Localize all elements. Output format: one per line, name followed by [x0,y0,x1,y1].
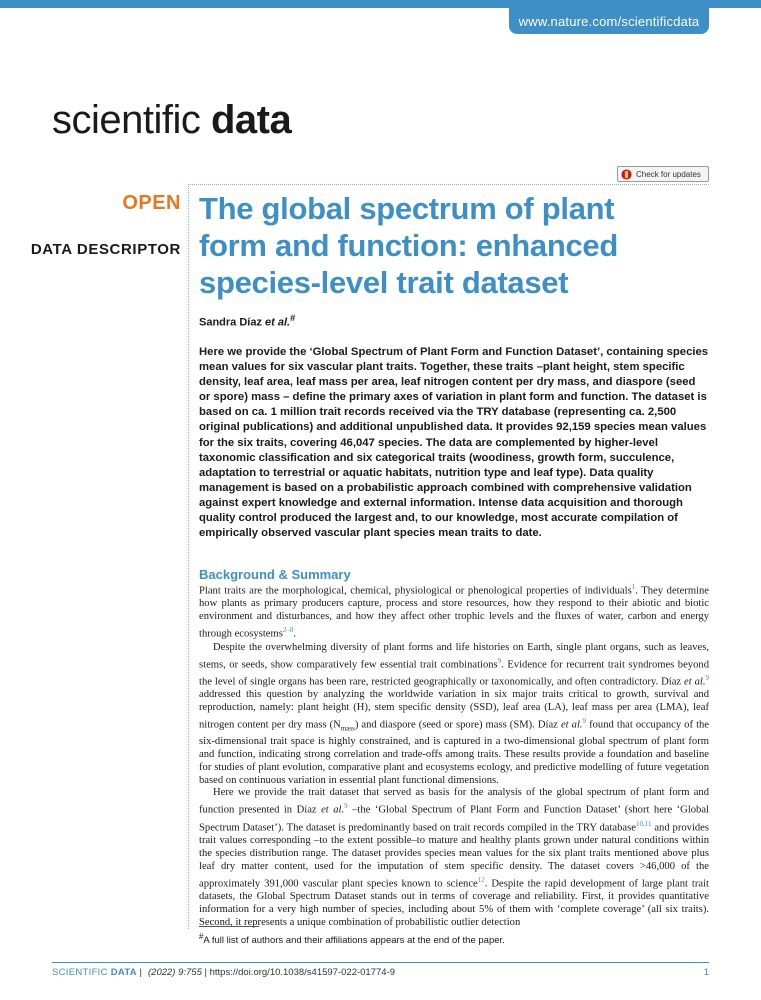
reference-link[interactable]: 9 [582,717,587,726]
page-footer [52,967,709,981]
p2-etal-1: et al. [684,676,706,688]
p1-text-c: . [293,628,297,640]
footer-journal-bold: DATA [110,967,137,978]
footnote-text: A full list of authors and their affiliations appears at the end of the paper. [203,935,505,947]
footer-rule [52,962,709,963]
reference-link[interactable]: 9 [344,802,348,811]
author-mark: # [290,313,296,323]
reference-link[interactable]: 2–8 [282,626,294,635]
page-number: 1 [703,967,709,978]
footnote-rule [199,926,259,927]
footer-journal [52,967,137,978]
footer-citation [148,967,395,978]
footer-separator: | [136,967,143,978]
abstract: Here we provide the ‘Global Spectrum of Plant Form and Function Dataset’, containing species mean values for six vascular plant traits. Together, these traits –plant height, stem specific density, leaf area, leaf mass per area, leaf nitrogen content per dry mass, and diaspore (seed or spore) mass – define the primary axes of variation in plant form and function. The dataset is based on ca. 1 million trait records received via the TRY database (representing ca. 2,500 original publications) and additional unpublished data. It provides 92,159 species mean values for the six traits, covering 46,047 species. The data are complemented by higher-level taxonomic classification and six categorical traits (woodiness, growth form, succulence, adaptation to terrestrial or aquatic habitats, nutrition type and leaf type). Data quality management is based on a probabilistic approach combined with comprehensive validation against expert knowledge and external information. Intense data acquisition and thorough quality control produced the largest and, to our knowledge, most accurate compilation of empirically observed vascular plant species mean traits to date. [199,346,709,540]
footnote [199,932,505,946]
p3-text-d: . Despite the rapid development of large plant trait datasets, the Global Spectrum Dataset stands out in terms of coverage and reliability. First, it provides quantitative information for a very high number of species, including about 5% of them with ‘complete coverage’ (all six traits). Second, it represents a unique combination of probabilistic outlier detection [199,878,709,929]
top-color-bar [0,0,761,8]
dotted-rule-vertical [188,184,189,929]
footer-doi[interactable]: | https://doi.org/10.1038/s41597-022-01774-9 [201,967,396,978]
reference-link[interactable]: 9 [497,656,502,665]
reference-link[interactable]: 10,11 [635,819,652,828]
p3-etal: et al. [321,804,345,816]
section-heading: Background & Summary [199,567,351,582]
article-title: The global spectrum of plant form and function: enhanced species-level trait dataset [199,191,619,300]
article-body [199,581,709,930]
crossmark-icon [621,169,632,180]
p2-text-b: . Evidence for recurrent trait syndromes beyond the level of single organs has been rare, restricted geographically or taxonomically, and often contradictory. Díaz [199,659,709,688]
p2-subscript: mass [340,724,355,733]
p1-text-b: . They determine how plants as primary producers capture, process and store resources, how they respond to their abiotic and biotic environment and disturbances, and how they affect other trophic levels and the fluxes of water, carbon and energy through ecosystems [199,585,710,640]
p2-etal-2: et al. [560,719,583,731]
reference-link[interactable]: 12 [477,875,485,884]
journal-logo [52,98,291,143]
p2-text-a: Despite the overwhelming diversity of plant forms and life histories on Earth, single plant organs, such as leaves, stems, or seeds, show comparatively few essential trait combinations [199,641,709,671]
p2-text-d: ) and diaspore (seed or spore) mass (SM). Díaz [354,719,561,731]
p2-text-c: addressed this question by analyzing the worldwide variation in six major traits critical to growth, survival and reproduction, namely: plant height (H), stem specific density (SSD), leaf area (LA), leaf mass per area (LMA), leaf nitrogen content per dry mass (N [199,689,709,731]
p3-text-b: –the ‘Global Spectrum of Plant Form and Function Dataset’ (short here ‘Global Spectrum Dataset’). The dataset is predominantly based on trait records compiled in the TRY database [199,804,709,834]
check-for-updates-label[interactable]: Check for updates [636,169,701,179]
reference-link[interactable]: 1 [631,583,636,591]
author-name[interactable]: Sandra Díaz [199,316,266,329]
logo-bold: data [211,98,292,142]
open-access-label: OPEN [122,192,181,214]
body-paragraph-3 [199,787,709,930]
footnote-mark: # [199,932,204,941]
dotted-rule-horizontal [188,184,709,185]
body-paragraph-2 [199,642,709,788]
p1-text-a: Plant traits are the morphological, chemical, physiological or phenological properties of individuals [199,585,632,597]
author-etal: et al. [265,316,291,329]
check-for-updates-button[interactable] [617,166,709,182]
logo-light: scientific [52,98,211,142]
p3-text-c: and provides trait values corresponding –to the extent possible–to mature and healthy plants grown under natural conditions within the species distribution range. The dataset provides species mean values for the six plant traits mentioned above plus leaf dry matter content, used for the imputation of stem specific density. The dataset covers >46,000 of the approximately 391,000 vascular plant species known to science [199,822,710,890]
reference-link[interactable]: 9 [705,674,709,683]
footer-year-volume: (2022) 9:755 [148,967,202,978]
footer-journal-light: SCIENTIFIC [52,967,111,978]
journal-url-tab[interactable] [509,8,709,34]
body-paragraph-1 [199,581,709,642]
p3-text-a: Here we provide the trait dataset that served as basis for the analysis of the global spectrum of plant form and function presented in Díaz [199,787,709,816]
p2-text-e: found that occupancy of the six-dimensional trait space is highly constrained, and is captured in a two-dimensional global spectrum of plant form and function, indicating strong correlation and trade-offs among traits. These results provide a foundation and baseline for studies of plant evolution, comparative plant and ecosystems ecology, and predictive modelling of future vegetation based on continuous variation in essential plant functional dimensions. [199,719,710,786]
article-type-label: DATA DESCRIPTOR [30,241,181,258]
journal-url[interactable]: www.nature.com/scientificdata [518,13,700,29]
author-line [199,313,295,329]
